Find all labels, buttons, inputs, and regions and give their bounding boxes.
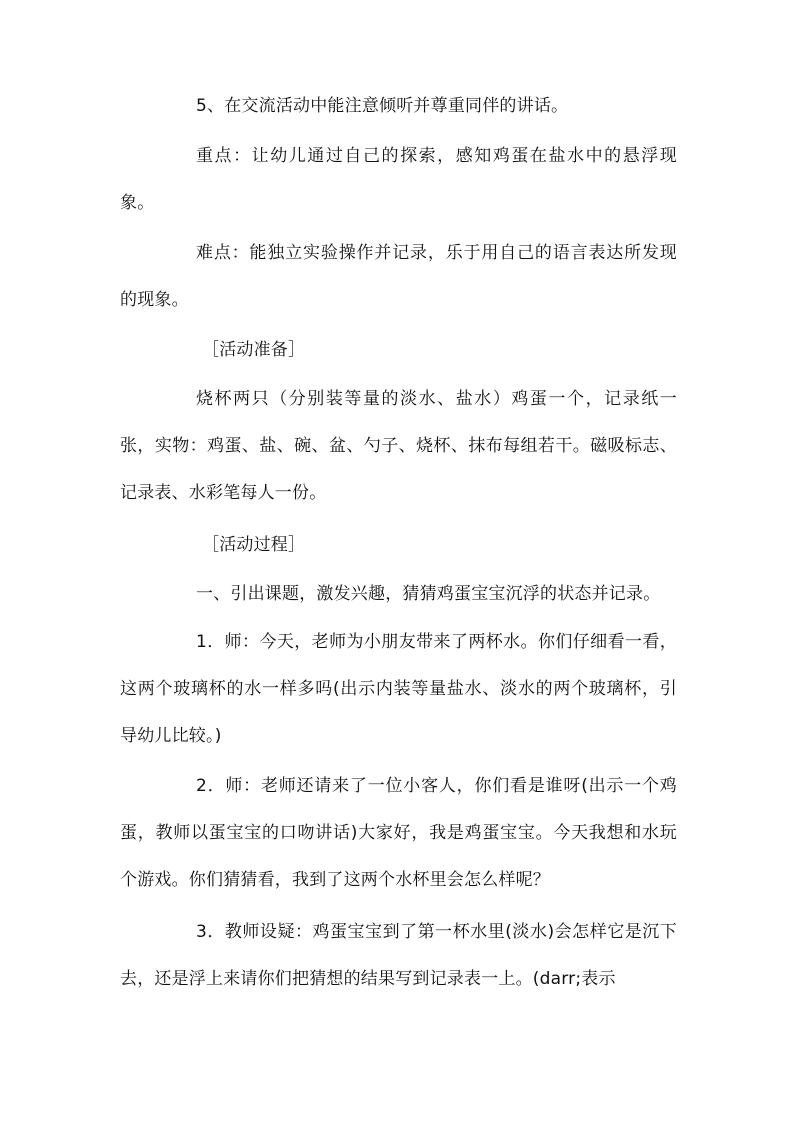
section-heading-process: ［活动过程］ — [202, 535, 306, 555]
objective-5-paragraph: 5、在交流活动中能注意倾听并尊重同伴的讲话。 — [196, 96, 569, 116]
process-step-1-heading: 一、引出课题，激发兴趣，猜猜鸡蛋宝宝沉浮的状态并记录。 — [196, 584, 661, 604]
process-item-2-paragraph: 2．师：老师还请来了一位小客人，你们看是谁呀(出示一个鸡蛋，教师以蛋宝宝的口吻讲话)大家好，我是鸡蛋宝宝。今天我想和水玩个游戏。你们猜猜看，我到了这两个水杯里会怎么样呢？ — [120, 776, 677, 890]
section-heading-preparation: ［活动准备］ — [202, 340, 306, 360]
process-item-1-paragraph: 1．师：今天，老师为小朋友带来了两杯水。你们仔细看一看，这两个玻璃杯的水一样多吗(出示内装等量盐水、淡水的两个玻璃杯，引导幼儿比较。) — [120, 632, 677, 746]
key-point-paragraph: 重点：让幼儿通过自己的探索，感知鸡蛋在盐水中的悬浮现象。 — [120, 146, 677, 213]
preparation-paragraph: 烧杯两只（分别装等量的淡水、盐水）鸡蛋一个，记录纸一张，实物：鸡蛋、盐、碗、盆、勺子、烧杯、抹布每组若干。磁吸标志、记录表、水彩笔每人一份。 — [120, 389, 677, 503]
difficulty-paragraph: 难点：能独立实验操作并记录，乐于用自己的语言表达所发现的现象。 — [120, 243, 677, 310]
process-item-3-paragraph: 3．教师设疑：鸡蛋宝宝到了第一杯水里(淡水)会怎样它是沉下去，还是浮上来请你们把猜想的结果写到记录表一上。(darr;表示 — [120, 922, 677, 989]
